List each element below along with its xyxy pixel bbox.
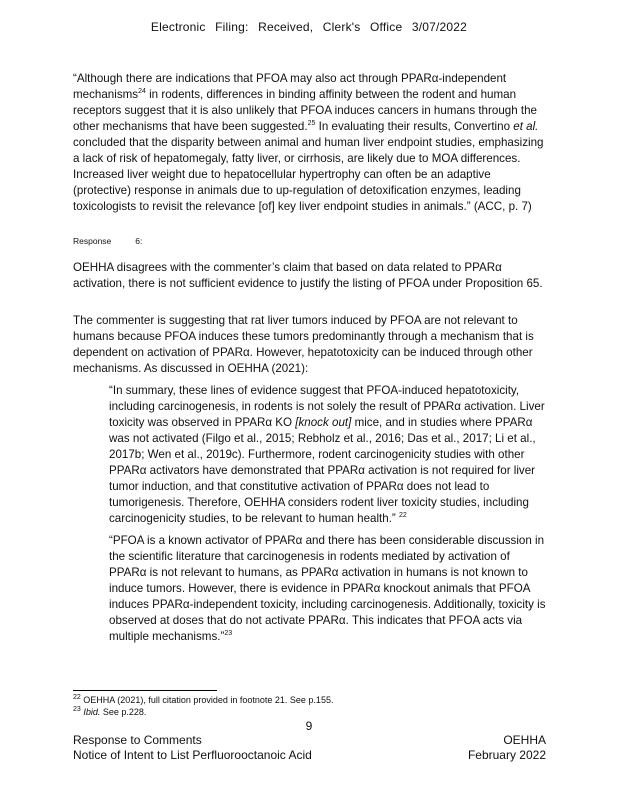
quote-text: in rodents, differences in binding affinity between the rodent and human receptors suggest that it is also unlikely that PFOA induces cancers in humans through the other mechanisms that have been suggested. bbox=[73, 88, 537, 133]
footnote-rule bbox=[73, 690, 217, 691]
footnote-number: 23 bbox=[73, 706, 81, 713]
footer-subtitle: Notice of Intent to List Perfluorooctanoic Acid bbox=[73, 748, 312, 762]
response-number: 6: bbox=[135, 236, 143, 246]
footer-date: February 2022 bbox=[467, 748, 546, 762]
footnote-number: 22 bbox=[73, 694, 81, 701]
quote-text: mice, and in studies where PPARα was not activated (Filgo et al., 2015; Rebholz et al., 2016; Das et al., 2017; Li et al., 2017b; Wen et al., 2019c). Furthermore, rodent carcinogenicity studies with other PPARα activators have demonstrated that PPARα activation is not required for liver tumor induction, and that constitutive activation of PPARα does not lead to tumorigenesis. Therefore, OEHHA considers rodent liver toxicity studies, including carcinogenicity studies, to be relevant to human health.” bbox=[109, 416, 536, 525]
footnote-ref-22: 22 bbox=[399, 512, 407, 520]
quote-italic: [knock out] bbox=[295, 416, 352, 429]
quote-italic: et al. bbox=[513, 120, 539, 133]
footer-agency: OEHHA bbox=[503, 733, 546, 747]
acc-comment-quote bbox=[73, 71, 548, 215]
footnote-text: See p.228. bbox=[100, 707, 147, 717]
footer-right bbox=[468, 733, 546, 763]
response-label: Response bbox=[73, 236, 112, 246]
footer-left bbox=[73, 733, 312, 763]
footer-title: Response to Comments bbox=[73, 733, 202, 747]
quote-text: “PFOA is a known activator of PPARα and there has been considerable discussion in the scientific literature that carcinogenesis in rodents mediated by activation of PPARα is not relevant to humans, as PPARα activation in humans is not known to induce tumors. However, there is evidence in PPARα knockout animals that PFOA induces PPARα-independent toxicity, including carcinogenesis. Additionally, toxicity is observed at doses that do not activate PPARα. This indicates that PFOA acts via multiple mechanisms.” bbox=[109, 534, 546, 643]
page-number: 9 bbox=[305, 719, 313, 733]
oehha-quote-2 bbox=[109, 533, 549, 645]
footnote-22 bbox=[73, 695, 333, 706]
quote-text: “In summary, these lines of evidence suggest that PFOA-induced hepatotoxicity, including carcinogenesis, in rodents is not solely the result of PPARα activation. Liver toxicity was observed in PPARα KO bbox=[109, 384, 545, 429]
footnote-ref-25: 25 bbox=[307, 120, 316, 128]
response-paragraph-2: The commenter is suggesting that rat liver tumors induced by PFOA are not relevant to humans because PFOA induces these tumors predominantly through a mechanism that is dependent on activation of PPARα. However, hepatotoxicity can be induced through other mechanisms. As discussed in OEHHA (2021): bbox=[73, 314, 534, 375]
response-heading bbox=[73, 236, 142, 246]
oehha-quote-1 bbox=[109, 383, 549, 527]
quote-text: “Although there are indications that PFOA may also act through PPARα-independent mechanisms bbox=[73, 72, 507, 101]
footnote-text: OEHHA (2021), full citation provided in footnote 21. See p.155. bbox=[80, 695, 334, 705]
quote-text: concluded that the disparity between animal and human liver endpoint studies, emphasizing a lack of risk of hepatomegaly, fatty liver, or cirrhosis, are likely due to MOA differences. Increased liver weight due to hepatocellular hypertrophy can often be an adaptive (protective) response in animals due to up-regulation of detoxification enzymes, leading toxicologists to revisit the relevance [of] key liver endpoint studies in animals.” (ACC, p. 7) bbox=[73, 136, 544, 213]
quote-text: In evaluating their results, Convertino bbox=[315, 120, 514, 133]
footnote-italic: Ibid. bbox=[83, 707, 101, 717]
footnote-ref-24: 24 bbox=[138, 88, 146, 96]
response-paragraph-1: OEHHA disagrees with the commenter’s claim that based on data related to PPARα activation, there is not sufficient evidence to justify the listing of PFOA under Proposition 65. bbox=[73, 261, 543, 290]
footnote-ref-23: 23 bbox=[224, 630, 233, 638]
filing-header: Electronic Filing: Received, Clerk's Office 3/07/2022 bbox=[150, 20, 468, 34]
footnote-23 bbox=[73, 707, 146, 718]
